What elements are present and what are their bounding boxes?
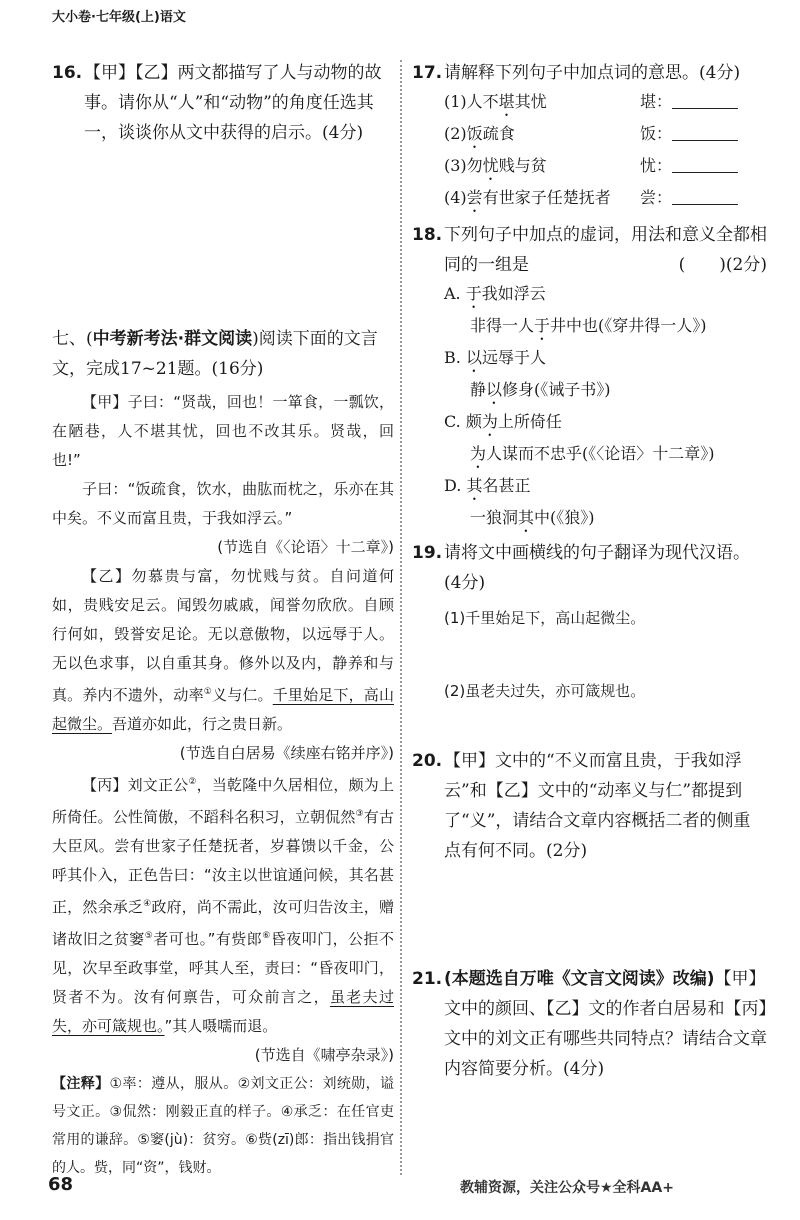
section-7-heading: 七、(中考新考法·群文阅读)阅读下面的文言文，完成17~21题。(16分) bbox=[52, 329, 378, 379]
question-19-sentence-1: (1)千里始足下，高山起微尘。 bbox=[444, 609, 646, 627]
question-19-sentence-2: (2)虽老夫过失，亦可箴规也。 bbox=[444, 682, 646, 700]
question-17-item: (3)勿忧贱与贫 忧： bbox=[412, 152, 767, 184]
page-header bbox=[52, 6, 752, 28]
question-18-number: 18. bbox=[412, 225, 443, 245]
passage-yi-text: 【乙】勿慕贵与富，勿忧贱与贫。自问道何如，贵贱安足云。闻毁勿戚戚，闻誉勿欣欣。自顾行何如，毁誉安足论。无以意傲物，以远辱于人。无以色求事，以自重其身。修外以及内，静养和与真。养内不遗外，动率①义与仁。千里始足下，高山起微尘。吾道亦如此，行之贵日新。 bbox=[52, 567, 394, 733]
option-a-compare: 非得一人于井中也(《穿井得一人》) bbox=[470, 316, 707, 335]
option-c[interactable]: C. 颇为上所倚任 bbox=[444, 412, 562, 431]
answer-blank[interactable] bbox=[672, 88, 738, 109]
option-b[interactable]: B. 以远辱于人 bbox=[444, 348, 546, 367]
question-20-number: 20. bbox=[412, 751, 443, 771]
question-16 bbox=[52, 58, 394, 148]
passage-yi bbox=[52, 562, 394, 768]
question-17-item: (4)尝有世家子任楚抚者 尝： bbox=[412, 184, 767, 216]
question-21-number: 21. bbox=[412, 969, 443, 989]
question-18 bbox=[412, 220, 767, 536]
question-17 bbox=[412, 58, 767, 216]
question-21 bbox=[412, 964, 767, 1084]
question-17-item: (1)人不堪其忧 堪： bbox=[412, 88, 767, 120]
question-17-text: 请解释下列句子中加点词的意思。(4分) bbox=[444, 63, 741, 83]
passage-yi-source: (节选自白居易《续座右铭并序》) bbox=[179, 744, 394, 762]
left-column bbox=[52, 58, 394, 1182]
question-20-text: 【甲】文中的“不义而富且贵，于我如浮云”和【乙】文中的“动率义与仁”都提到了“义”，请结合文章内容概括二者的侧重点有何不同。(2分) bbox=[444, 751, 751, 861]
answer-paren[interactable]: ( )(2分) bbox=[678, 255, 767, 275]
passage-jia bbox=[52, 388, 394, 562]
question-19-number: 19. bbox=[412, 543, 443, 563]
option-a[interactable]: A. 于我如浮云 bbox=[444, 284, 546, 303]
question-18-text: 下列句子中加点的虚词，用法和意义全都相同的一组是 ( )(2分) bbox=[444, 220, 767, 280]
option-c-compare: 为人谋而不忠乎(《〈论语〉十二章》) bbox=[470, 444, 715, 463]
passage-bing-text: 【丙】刘文正公②，当乾隆中久居相位，颇为上所倚任。公性简傲，不蹈科名积习，立朝侃然③有古大臣风。尝有世家子任楚抚者，岁暮馈以千金，公呼其仆入，正色告曰：“汝主以世谊通问候，其名甚正，然余承乏④政府，尚不需此，汝可归告汝主，赠诸故旧之贫窭⑤者可也。”有赀郎⑥昏夜叩门，公拒不见，次早至政事堂，呼其人至，责曰：“昏夜叩门，贤者不为。汝有何禀告，可众前言之，虽老夫过失，亦可箴规也。”其人嗫嚅而退。 bbox=[52, 776, 394, 1035]
question-17-number: 17. bbox=[412, 63, 443, 83]
passage-bing-source: (节选自《啸亭杂录》) bbox=[254, 1046, 394, 1064]
question-21-text: (本题选自万唯《文言文阅读》改编)【甲】文中的颜回、【乙】文的作者白居易和【丙】文中的刘文正有哪些共同特点？请结合文章内容简要分析。(4分) bbox=[444, 969, 767, 1079]
answer-blank[interactable] bbox=[672, 120, 738, 141]
passage-jia-p1: 【甲】子曰：“贤哉，回也！一箪食，一瓢饮，在陋巷，人不堪其忧，回也不改其乐。贤哉，回也!” bbox=[52, 393, 394, 469]
answer-blank[interactable] bbox=[672, 184, 738, 205]
column-divider bbox=[400, 60, 402, 1175]
question-20 bbox=[412, 746, 767, 866]
passage-jia-p2: 子曰：“饭疏食，饮水，曲肱而枕之，乐亦在其中矣。不义而富且贵，于我如浮云。” bbox=[52, 480, 394, 527]
annotations: 【注释】①率：遵从，服从。②刘文正公：刘统勋，谥号文正。③侃然：刚毅正直的样子。④承乏：在任官吏常用的谦辞。⑤窭(jù)：贫穷。⑥赀(zī)郎：指出钱捐官的人。赀，同“资”，钱财。 bbox=[52, 1076, 394, 1176]
option-b-compare: 静以修身(《诫子书》) bbox=[470, 380, 611, 399]
page-number: 68 bbox=[48, 1174, 74, 1195]
question-16-text: 【甲】【乙】两文都描写了人与动物的故事。请你从“人”和“动物”的角度任选其一，谈谈你从文中获得的启示。(4分) bbox=[84, 63, 382, 143]
annotations-label: 【注释】 bbox=[52, 1076, 110, 1092]
question-19 bbox=[412, 538, 767, 706]
question-19-text: 请将文中画横线的句子翻译为现代汉语。(4分) bbox=[444, 543, 750, 593]
passage-jia-source: (节选自《〈论语〉十二章》) bbox=[217, 538, 394, 556]
option-d-compare: 一狼洞其中(《狼》) bbox=[470, 508, 595, 527]
underlined-sentence-2: 虽老夫过失，亦可箴规也。 bbox=[52, 988, 394, 1035]
question-17-item: (2)饭疏食 饭： bbox=[412, 120, 767, 152]
underlined-sentence-1: 千里始足下，高山起微尘。 bbox=[52, 686, 394, 733]
option-d[interactable]: D. 其名甚正 bbox=[444, 476, 531, 495]
question-16-number: 16. bbox=[52, 63, 83, 83]
passage-bing bbox=[52, 768, 394, 1070]
right-column bbox=[412, 58, 767, 1084]
header-title: 大小卷·七年级(上)语文 bbox=[52, 10, 186, 25]
footer-promo: 教辅资源，关注公众号★全科AA+ bbox=[460, 1180, 674, 1196]
answer-blank[interactable] bbox=[672, 152, 738, 173]
